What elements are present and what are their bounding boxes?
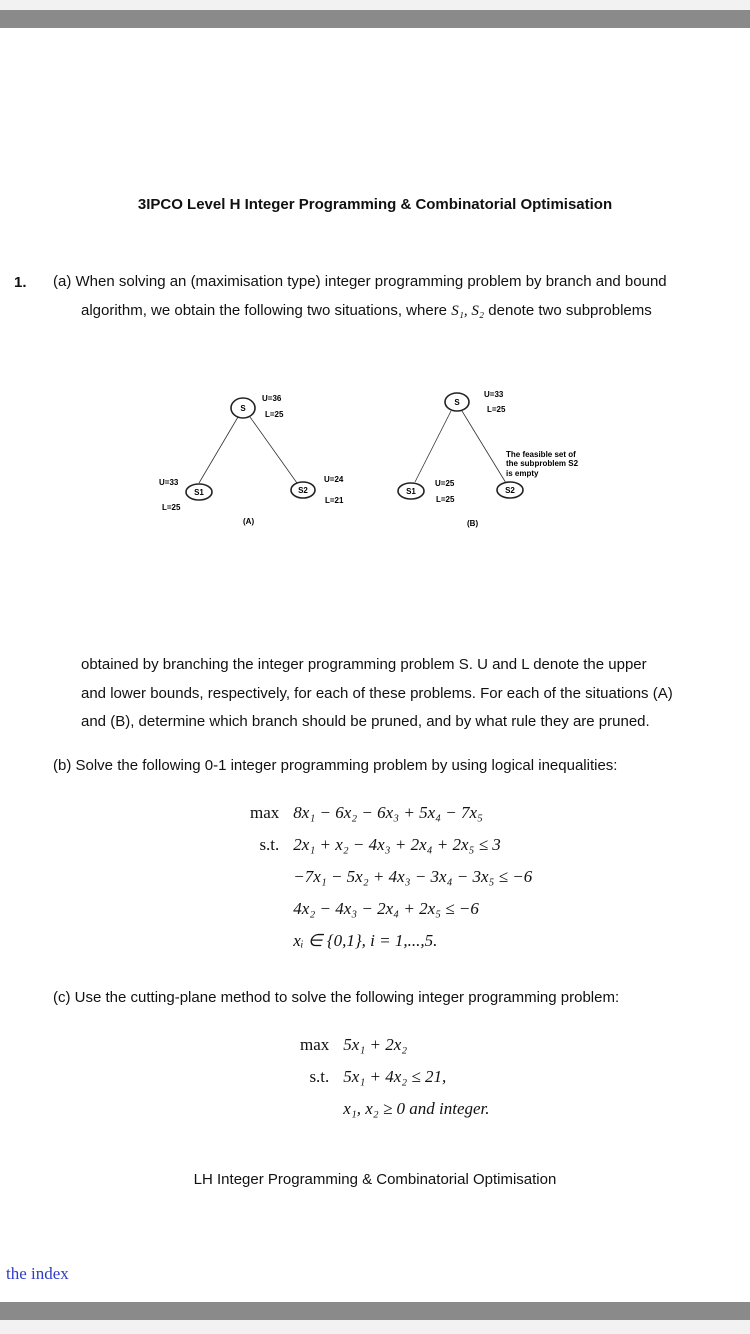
tree-b-edge-left <box>415 411 451 482</box>
part-b-st-label: s.t. <box>259 835 280 854</box>
tree-a-right-upper: U=24 <box>324 475 344 484</box>
part-b-constraint-1: 2x₁ + x₂ − 4x₃ + 2x₄ + 2x₅ ≤ 3 <box>293 835 501 854</box>
tree-b-root-upper: U=33 <box>484 390 504 399</box>
page-title: 3IPCO Level H Integer Programming & Combinatorial Optimisation <box>137 196 613 213</box>
part-a-cont-line-3: and (B), determine which branch should be pruned, and by what rule they are pruned. <box>81 713 650 730</box>
part-a-cont-line-2: and lower bounds, respectively, for each of these problems. For each of the situations (A) <box>81 684 673 702</box>
bottom-bar-strip <box>0 1320 750 1334</box>
part-c-max-label: max <box>300 1035 330 1054</box>
part-c-constraint-2: x₁, x₂ ≥ 0 and integer. <box>343 1099 490 1118</box>
tree-b-left-label: S1 <box>406 487 416 496</box>
part-a-cont-line-1: obtained by branching the integer programming problem S. U and L denote the upper <box>81 656 647 673</box>
tree-a-edge-right <box>250 417 297 483</box>
part-b-problem <box>250 797 532 957</box>
part-b-constraint-4: xᵢ ∈ {0,1}, i = 1,...,5. <box>293 931 438 950</box>
tree-b-caption: (B) <box>467 519 479 528</box>
part-c-objective: 5x₁ + 2x₂ <box>343 1035 408 1054</box>
part-a-line-2 <box>53 297 733 326</box>
part-b-objective: 8x₁ − 6x₂ − 6x₃ + 5x₄ − 7x₅ <box>293 803 483 822</box>
tree-b-note-line-2: the subproblem S2 <box>506 459 579 468</box>
tree-b-note-line-1: The feasible set of <box>506 450 576 459</box>
part-c-constraint-1: 5x₁ + 4x₂ ≤ 21, <box>343 1067 447 1086</box>
tree-a-left-upper: U=33 <box>159 478 179 487</box>
tree-b <box>398 390 579 528</box>
part-c-intro: (c) Use the cutting-plane method to solve the following integer programming problem: <box>53 989 620 1006</box>
part-a-continuation <box>81 651 741 737</box>
index-link[interactable]: the index <box>6 1264 69 1283</box>
part-a-intro <box>53 268 733 325</box>
tree-a-root-label: S <box>240 404 246 413</box>
tree-b-root-lower: L=25 <box>487 405 506 414</box>
tree-a-left-lower: L=25 <box>162 503 181 512</box>
part-b-constraint-2: −7x₁ − 5x₂ + 4x₃ − 3x₄ − 3x₅ ≤ −6 <box>293 867 533 886</box>
top-bar-strip <box>0 0 750 10</box>
tree-a-root-upper: U=36 <box>262 394 282 403</box>
tree-b-left-lower: L=25 <box>436 495 455 504</box>
part-c-problem <box>300 1029 490 1125</box>
question-number: 1. <box>14 274 27 291</box>
part-b-constraint-3: 4x₂ − 4x₃ − 2x₄ + 2x₅ ≤ −6 <box>293 899 479 918</box>
part-c-st-label: s.t. <box>309 1067 330 1086</box>
tree-b-right-label: S2 <box>505 486 515 495</box>
tree-b-root-label: S <box>454 398 460 407</box>
tree-a <box>159 394 344 526</box>
tree-b-note-line-3: is empty <box>506 469 539 478</box>
part-a-line-1: (a) When solving an (maximisation type) integer programming problem by branch and bound <box>53 273 667 290</box>
part-b-max-label: max <box>250 803 280 822</box>
branch-and-bound-diagram <box>140 385 610 535</box>
tree-a-right-label: S2 <box>298 486 308 495</box>
tree-b-left-upper: U=25 <box>435 479 455 488</box>
tree-b-edge-right <box>462 411 506 483</box>
tree-a-caption: (A) <box>243 517 255 526</box>
tree-a-edge-left <box>199 417 238 483</box>
tree-a-left-label: S1 <box>194 488 204 497</box>
page-footer: LH Integer Programming & Combinatorial Optimisation <box>193 1171 557 1188</box>
part-b-intro: (b) Solve the following 0-1 integer programming problem by using logical inequalities: <box>53 757 618 774</box>
part-a-line-2-pre: algorithm, we obtain the following two situations, where <box>81 301 452 319</box>
tree-a-root-lower: L=25 <box>265 410 284 419</box>
part-a-line-2-post: denote two subproblems <box>484 301 652 319</box>
tree-a-right-lower: L=21 <box>325 496 344 505</box>
part-a-line-2-math: S₁, S₂ <box>451 302 485 319</box>
